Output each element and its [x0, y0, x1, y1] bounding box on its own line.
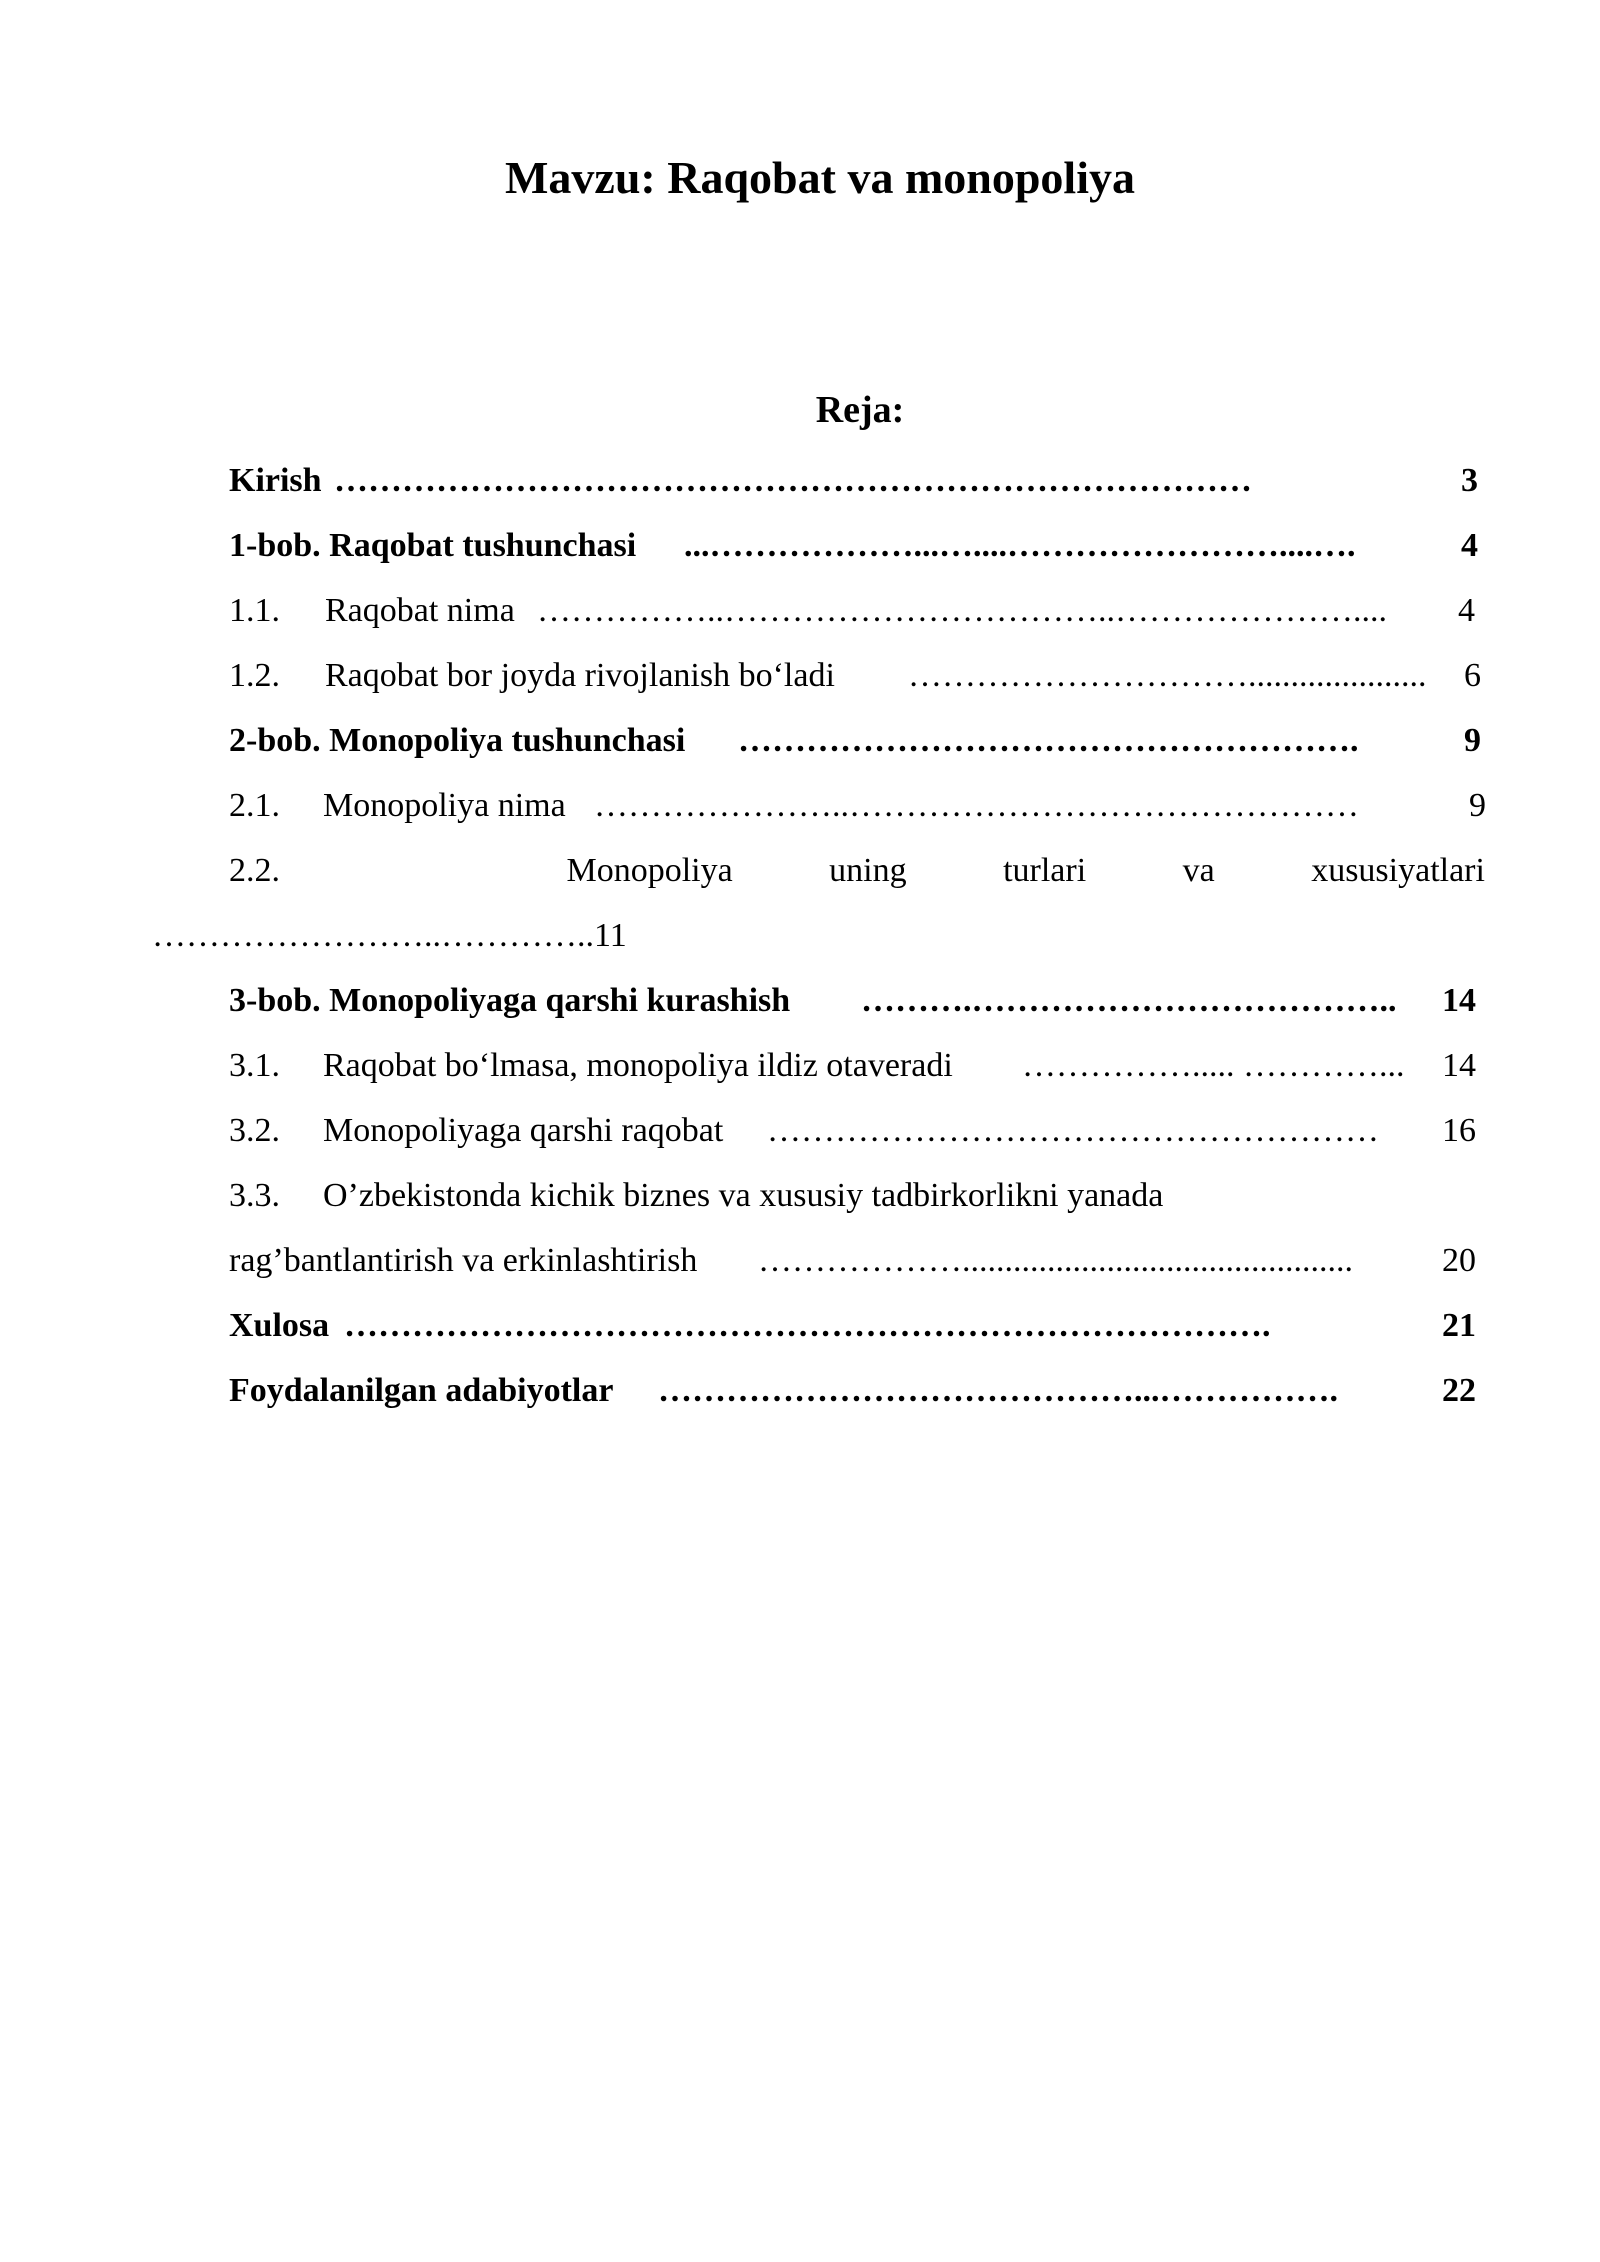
toc-dot-leader: …………………..………………………………………: [594, 787, 1359, 824]
toc-entry-section-3-3-continued: [0, 1236, 1600, 1286]
toc-entry-label: 1-bob. Raqobat tushunchasi: [229, 527, 637, 564]
toc-entry-label: Foydalanilgan adabiyotlar: [229, 1372, 614, 1409]
toc-dot-leader: ………………………………………………: [767, 1112, 1379, 1149]
toc-entry-label: Xulosa: [229, 1307, 330, 1344]
toc-entry-references: [0, 1366, 1600, 1416]
toc-page-number: 9: [1469, 787, 1486, 824]
toc-dot-leader: ……………………………………………………………………….: [344, 1307, 1271, 1344]
toc-entry-number: 1.2.: [229, 657, 280, 694]
toc-page-number: 21: [1442, 1307, 1476, 1344]
toc-dot-leader: ………………………………………………………………………: [334, 462, 1252, 499]
toc-page-number: 14: [1442, 1047, 1476, 1084]
toc-entry-section-3-3: [0, 1171, 1600, 1221]
toc-dot-leader: ……………………..…………..: [152, 917, 594, 954]
toc-dot-leader: ……………..……………………………..…………………....: [537, 592, 1387, 629]
toc-page-number: 14: [1442, 982, 1476, 1019]
toc-dot-leader: ...………………...…....……………………....….: [684, 527, 1356, 564]
toc-entry-section-2-2: [229, 846, 1485, 896]
toc-entry-label: Monopoliyaga qarshi raqobat: [323, 1112, 724, 1149]
toc-entry-word: Monopoliya: [566, 852, 733, 889]
toc-page-number: 4: [1461, 527, 1478, 564]
toc-entry-label: Monopoliya nima: [323, 787, 566, 824]
toc-entry-label: O’zbekistonda kichik biznes va xususiy tadbirkorlikni yanada: [323, 1177, 1164, 1214]
toc-entry-word: uning: [829, 852, 907, 889]
toc-dot-leader: ………………………….....................: [908, 657, 1427, 694]
toc-page-number: 16: [1442, 1112, 1476, 1149]
toc-dot-leader: ……………………………………………….: [738, 722, 1359, 759]
toc-entry-section-1-1: [0, 586, 1600, 636]
toc-page-number: 3: [1461, 462, 1478, 499]
toc-entry-section-1-2: [0, 651, 1600, 701]
toc-entry-number: 1.1.: [229, 592, 280, 629]
toc-page-number: 20: [1442, 1242, 1476, 1279]
toc-entry-chapter-1: [0, 521, 1600, 571]
toc-entry-section-3-2: [0, 1106, 1600, 1156]
toc-entry-number: 3.1.: [229, 1047, 280, 1084]
toc-entry-word: turlari: [1003, 852, 1087, 889]
toc-page-number: 22: [1442, 1372, 1476, 1409]
toc-page-number: 9: [1464, 722, 1481, 759]
toc-dot-leader: ……….………………………………..: [861, 982, 1397, 1019]
toc-entry-word: xususiyatlari: [1311, 852, 1485, 889]
toc-entry-label-continued: rag’bantlantirish va erkinlashtirish: [229, 1242, 698, 1279]
toc-page-number: 6: [1464, 657, 1481, 694]
toc-entry-label: 2-bob. Monopoliya tushunchasi: [229, 722, 686, 759]
toc-entry-number: 2.1.: [229, 787, 280, 824]
toc-entry-label: Raqobat bor joyda rivojlanish bo‘ladi: [325, 657, 835, 694]
toc-dot-leader: ……………..... …………...: [1022, 1047, 1405, 1084]
toc-entry-label: Raqobat nima: [325, 592, 515, 629]
page-title: Mavzu: Raqobat va monopoliya: [505, 152, 1135, 203]
toc-dot-leader: ……………………………………...…………….: [658, 1372, 1338, 1409]
toc-entry-number: 3.3.: [229, 1177, 280, 1214]
toc-entry-number: 3.2.: [229, 1112, 280, 1149]
toc-page-number: 11: [594, 917, 627, 954]
toc-dot-leader: ………………..............................................: [758, 1242, 1353, 1279]
toc-entry-word: va: [1182, 852, 1215, 889]
toc-entry-label: Kirish: [229, 462, 322, 499]
toc-entry-label: Raqobat bo‘lmasa, monopoliya ildiz otaveradi: [323, 1047, 953, 1084]
toc-entry-xulosa: [0, 1301, 1600, 1351]
toc-entry-chapter-3: [0, 976, 1600, 1026]
toc-entry-section-3-1: [0, 1041, 1600, 1091]
toc-page-number: 4: [1458, 592, 1475, 629]
toc-entry-label: 3-bob. Monopoliyaga qarshi kurashish: [229, 982, 791, 1019]
toc-entry-chapter-2: [0, 716, 1600, 766]
plan-heading: Reja:: [815, 389, 905, 431]
toc-entry-section-2-2-continued: [152, 911, 627, 961]
toc-entry-section-2-1: [0, 781, 1600, 831]
toc-entry-number: 2.2.: [229, 852, 280, 889]
toc-entry-kirish: [0, 456, 1600, 506]
